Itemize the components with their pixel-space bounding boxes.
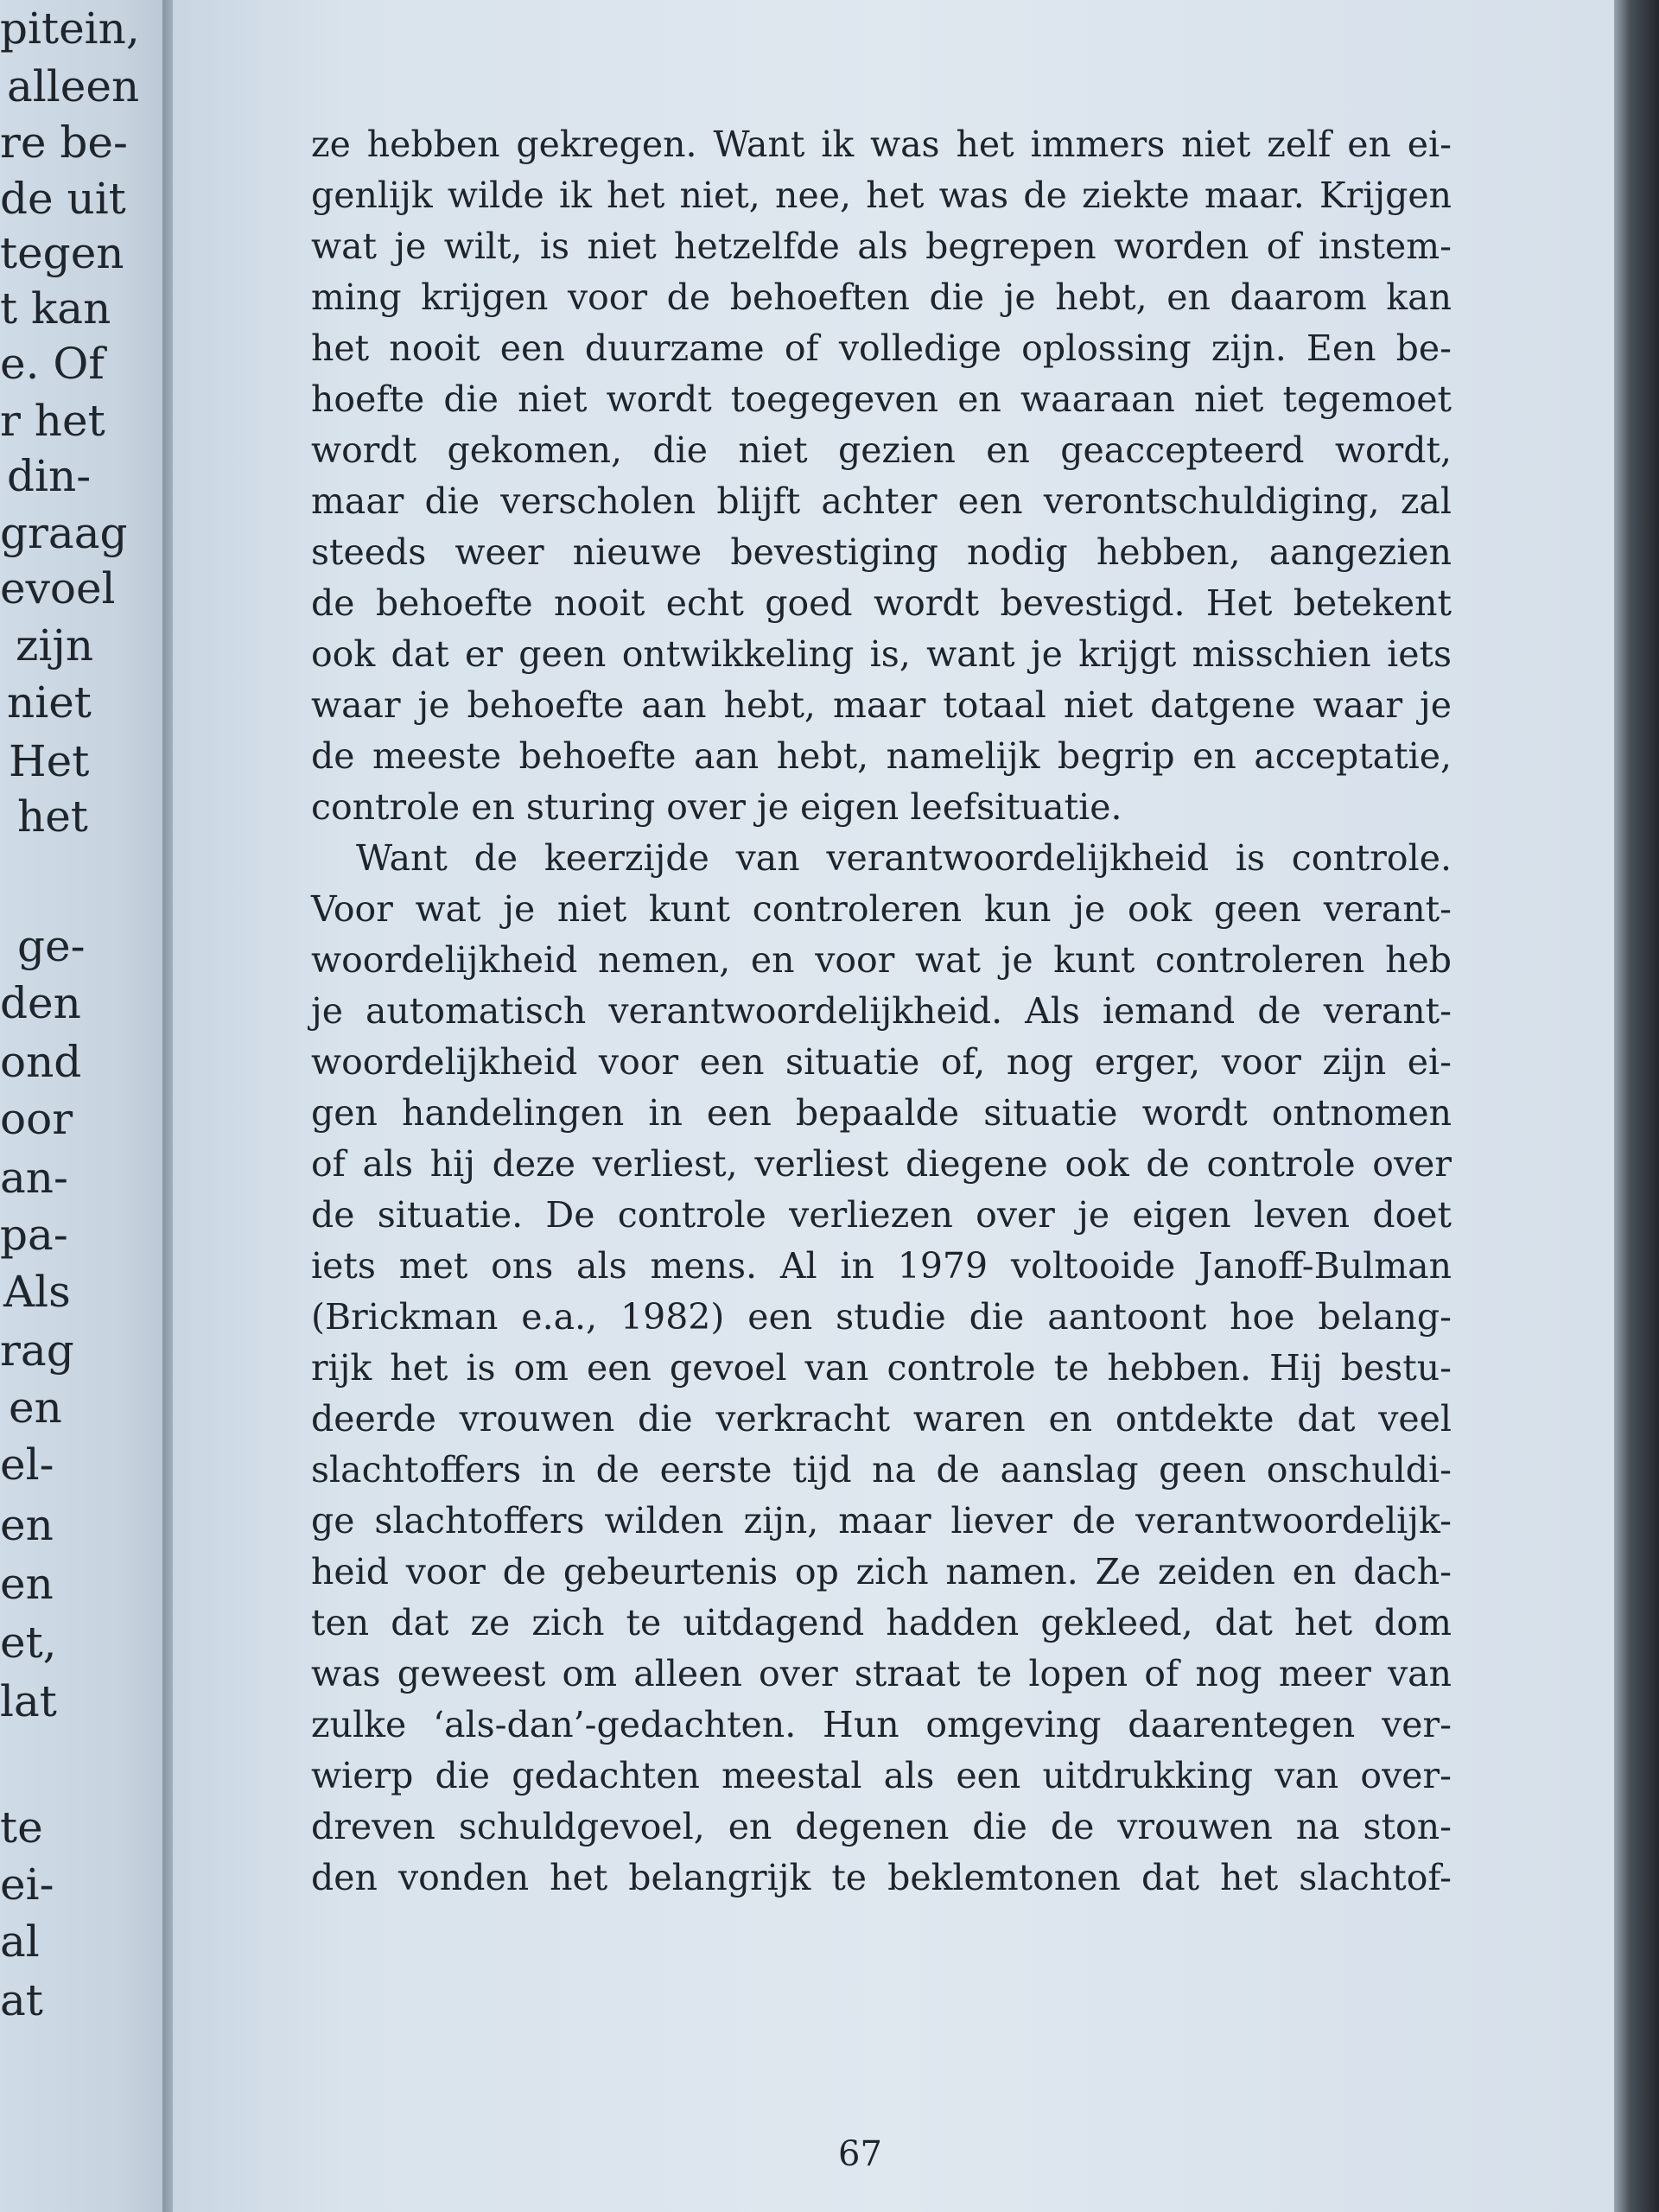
left-page-fragment: an- <box>0 1153 68 1203</box>
text-line: deerde vrouwen die verkracht waren en ontdekte dat veel <box>311 1398 1452 1440</box>
left-page-fragment: al <box>0 1916 40 1967</box>
text-line: controle en sturing over je eigen leefsituatie. <box>311 786 1122 828</box>
left-page-fragment: en <box>0 1500 54 1550</box>
left-page-fragment: r het <box>0 396 105 446</box>
text-line: rijk het is om een gevoel van controle te hebben. Hij bestu- <box>311 1347 1452 1389</box>
left-page-fragment: pa- <box>0 1210 68 1260</box>
left-page-fragment: het <box>17 791 88 842</box>
text-line: slachtoffers in de eerste tijd na de aanslag geen onschuldi- <box>311 1449 1452 1491</box>
text-line: je automatisch verantwoordelijkheid. Als iemand de verant- <box>311 990 1452 1032</box>
left-page-fragment: zijn <box>16 620 94 671</box>
text-line: wordt gekomen, die niet gezien en geaccepteerd wordt, <box>311 429 1452 471</box>
body-text <box>311 119 1452 1904</box>
text-line: ming krijgen voor de behoeften die je hebt, en daarom kan <box>311 276 1452 318</box>
text-line: ge slachtoffers wilden zijn, maar liever de verantwoordelijk- <box>311 1500 1452 1541</box>
text-line: ze hebben gekregen. Want ik was het immers niet zelf en ei- <box>311 124 1452 165</box>
left-page-fragment: e. Of <box>0 339 105 389</box>
left-page-fragment: ge- <box>17 921 86 971</box>
text-line: de meeste behoefte aan hebt, namelijk begrip en acceptatie, <box>311 735 1452 777</box>
left-page-fragment: tegen <box>0 228 124 278</box>
left-page-fragment: t kan <box>0 283 111 334</box>
left-page-fragment: lat <box>0 1676 57 1726</box>
page-edge <box>1614 0 1659 2212</box>
page-number: 67 <box>838 2134 882 2174</box>
text-line: het nooit een duurzame of volledige oplossing zijn. Een be- <box>311 327 1452 369</box>
left-page-fragment: oor <box>0 1094 73 1144</box>
left-page-fragment: pitein, <box>0 3 140 54</box>
left-page-fragment: de uit <box>0 174 126 224</box>
text-line: de behoefte nooit echt goed wordt bevestigd. Het betekent <box>311 582 1452 624</box>
left-page-fragment: en <box>0 1559 54 1609</box>
text-line: maar die verscholen blijft achter een verontschuldiging, zal <box>311 480 1452 522</box>
text-line: was geweest om alleen over straat te lopen of nog meer van <box>311 1653 1452 1694</box>
text-line: Want de keerzijde van verantwoordelijkheid is controle. <box>356 837 1452 879</box>
left-page-fragment: den <box>0 978 81 1028</box>
text-line: Voor wat je niet kunt controleren kun je ook geen verant- <box>311 888 1452 930</box>
left-page-fragment: graag <box>0 508 128 558</box>
left-page-fragment: et, <box>0 1618 57 1668</box>
text-line: gen handelingen in een bepaalde situatie wordt ontnomen <box>311 1092 1452 1134</box>
text-line: woordelijkheid voor een situatie of, nog erger, voor zijn ei- <box>311 1041 1452 1083</box>
left-page-fragment: rag <box>0 1325 74 1376</box>
text-line: iets met ons als mens. Al in 1979 voltooide Janoff-Bulman <box>311 1245 1452 1287</box>
left-page-fragment: alleen <box>7 61 140 111</box>
left-page-fragment: din- <box>7 451 92 501</box>
left-page-fragment: re be- <box>0 118 128 168</box>
text-line: steeds weer nieuwe bevestiging nodig hebben, aangezien <box>311 531 1452 573</box>
text-line: de situatie. De controle verliezen over je eigen leven doet <box>311 1194 1452 1236</box>
left-page-fragment: evoel <box>0 563 116 613</box>
left-page <box>0 0 173 2212</box>
text-line: of als hij deze verliest, verliest diegene ook de controle over <box>311 1143 1452 1185</box>
text-line: genlijk wilde ik het niet, nee, het was de ziekte maar. Krijgen <box>311 175 1452 216</box>
left-page-fragment: el- <box>0 1440 54 1490</box>
left-page-fragment: ond <box>0 1037 82 1087</box>
text-line: zulke ‘als-dan’-gedachten. Hun omgeving daarentegen ver- <box>311 1704 1452 1745</box>
text-line: wierp die gedachten meestal als een uitdrukking van over- <box>311 1755 1452 1796</box>
text-line: dreven schuldgevoel, en degenen die de vrouwen na ston- <box>311 1806 1452 1847</box>
left-page-fragment: ei- <box>0 1859 54 1910</box>
left-page-fragment: Het <box>9 736 90 786</box>
text-line: waar je behoefte aan hebt, maar totaal niet datgene waar je <box>311 684 1452 726</box>
text-line: heid voor de gebeurtenis op zich namen. Ze zeiden en dach- <box>311 1551 1452 1592</box>
left-page-fragment: at <box>0 1975 43 2025</box>
text-line: (Brickman e.a., 1982) een studie die aantoont hoe belang- <box>311 1296 1452 1338</box>
text-line: ten dat ze zich te uitdagend hadden gekleed, dat het dom <box>311 1602 1452 1643</box>
left-page-fragment: en <box>9 1382 62 1433</box>
text-line: den vonden het belangrijk te beklemtonen dat het slachtof- <box>311 1857 1452 1898</box>
text-line: woordelijkheid nemen, en voor wat je kunt controleren heb <box>311 939 1452 981</box>
text-line: wat je wilt, is niet hetzelfde als begrepen worden of instem- <box>311 226 1452 267</box>
text-line: hoefte die niet wordt toegegeven en waaraan niet tegemoet <box>311 378 1452 420</box>
left-page-fragment: niet <box>7 677 92 728</box>
text-line: ook dat er geen ontwikkeling is, want je krijgt misschien iets <box>311 633 1452 675</box>
left-page-fragment: te <box>0 1802 43 1853</box>
left-page-fragment: Als <box>3 1267 71 1317</box>
